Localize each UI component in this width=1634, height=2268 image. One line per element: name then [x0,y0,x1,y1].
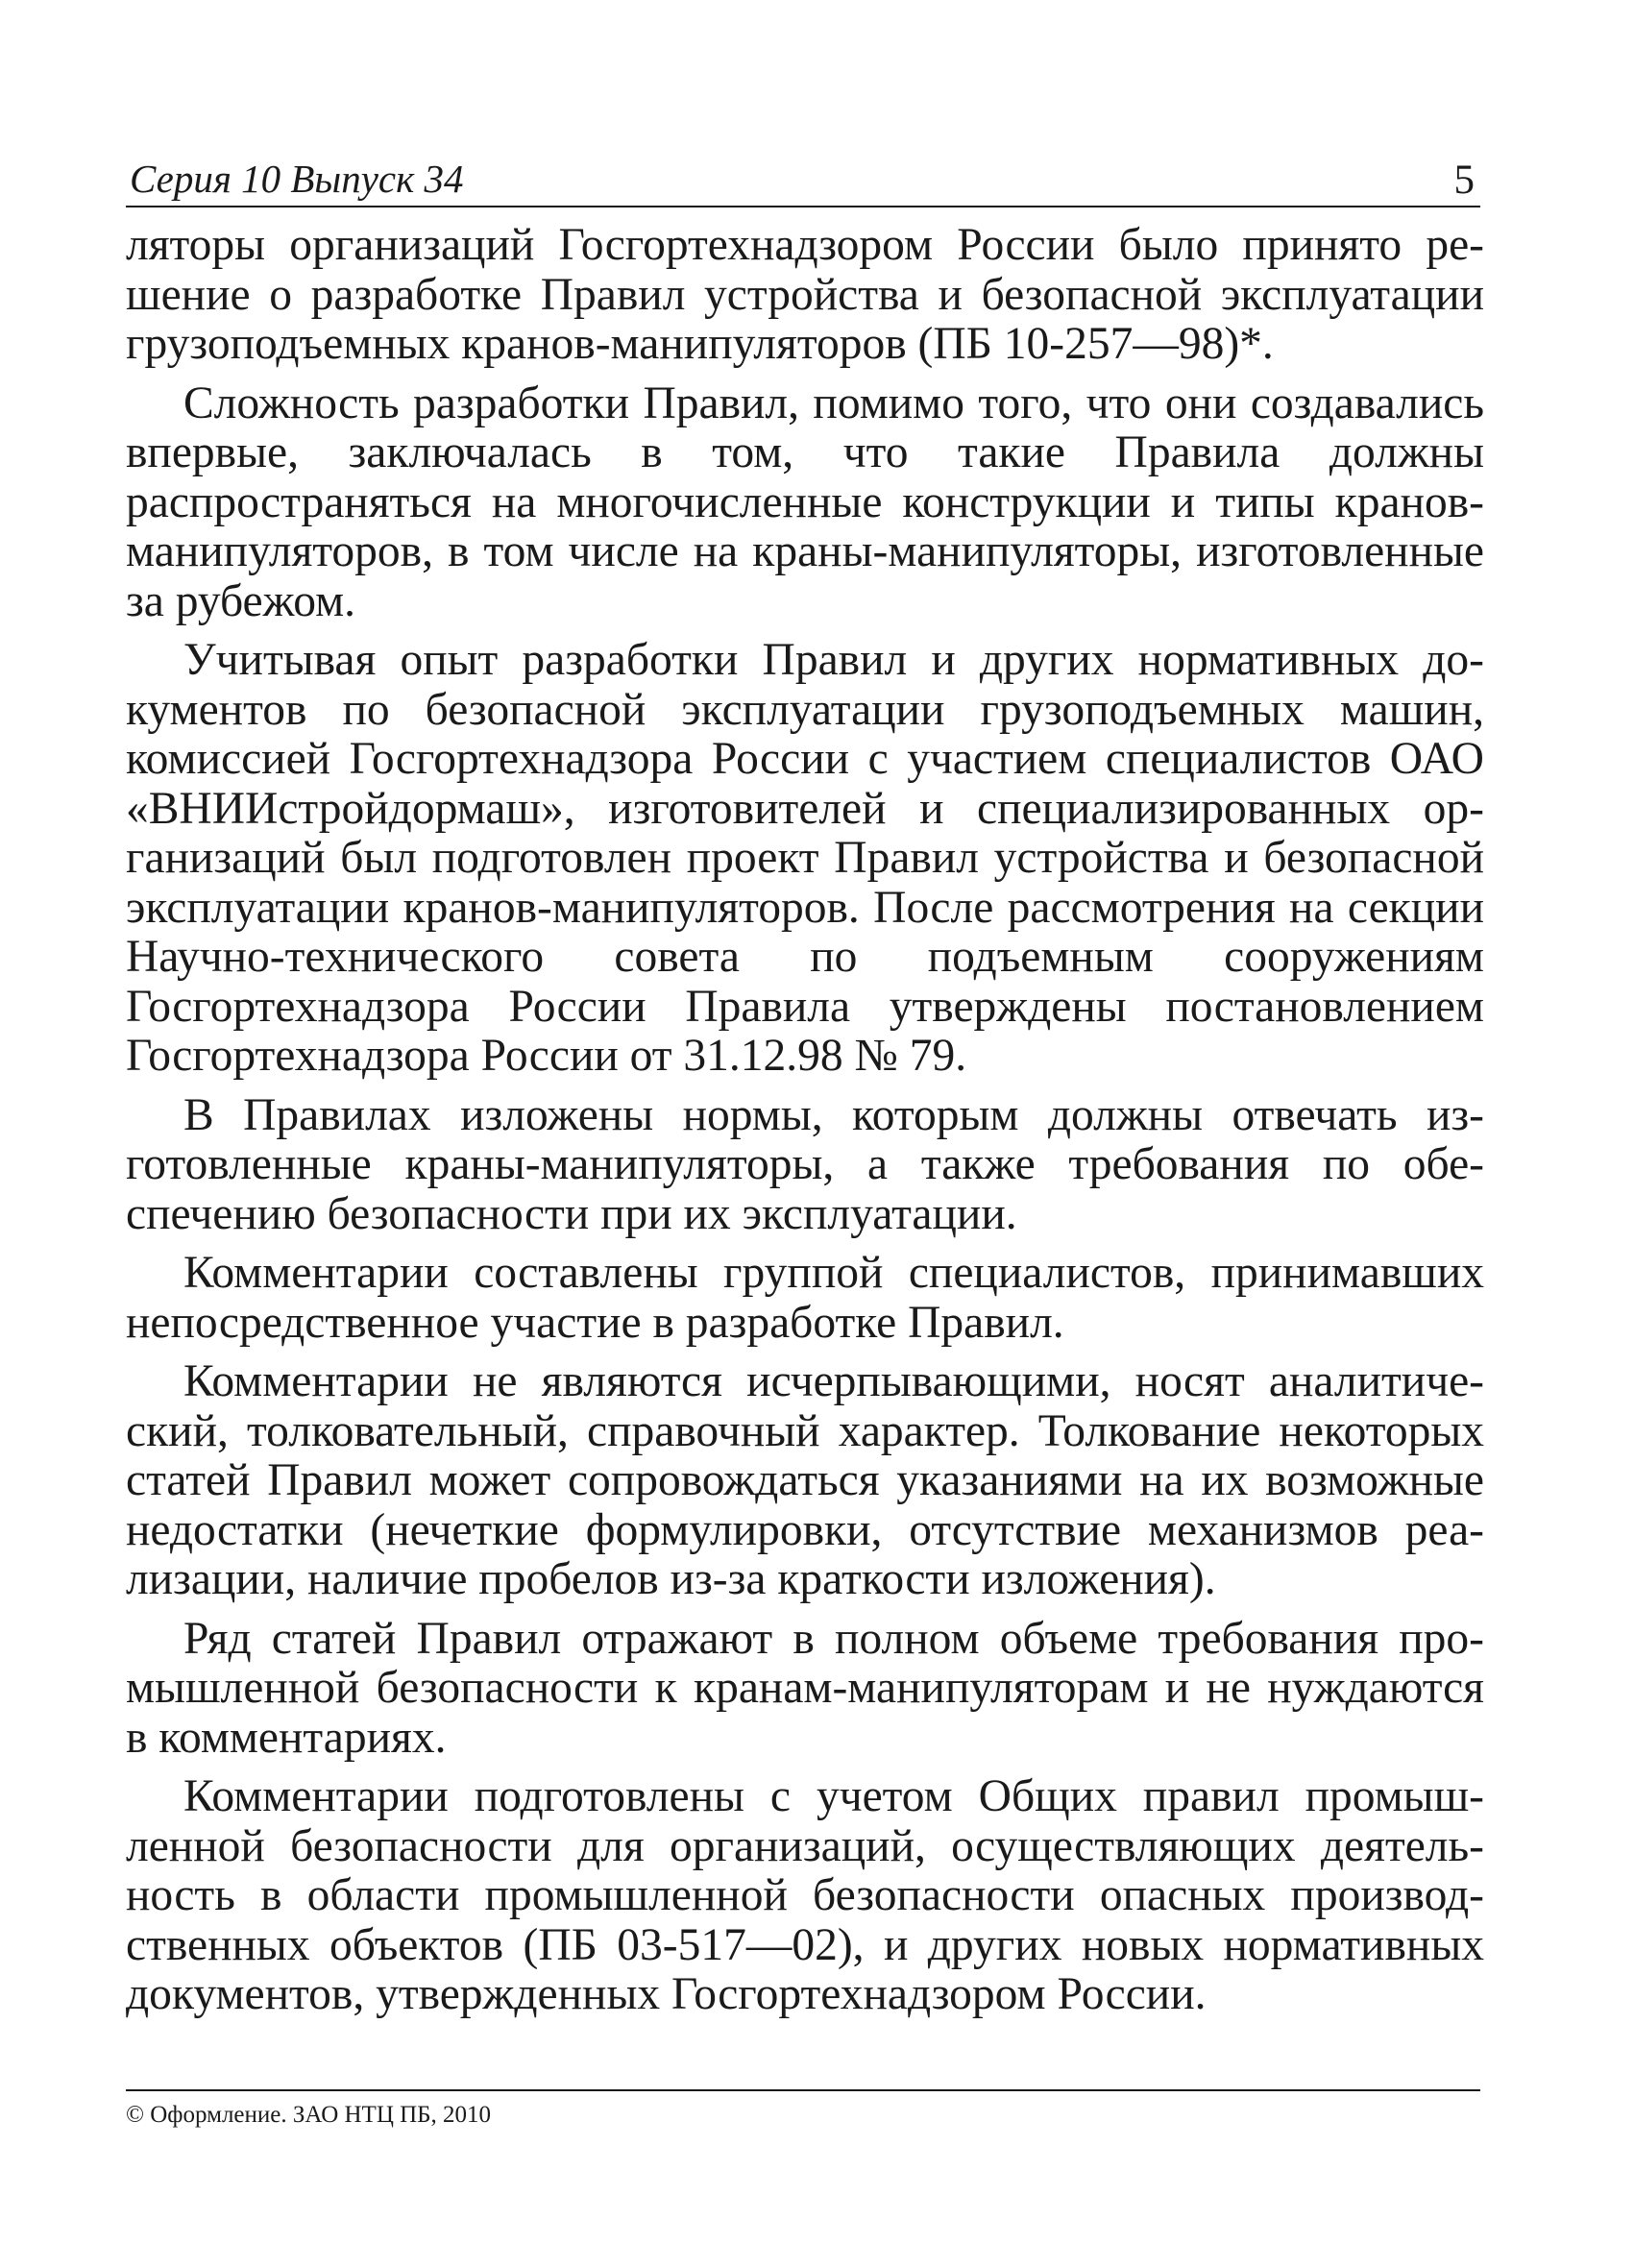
running-header [126,154,1480,207]
paragraph: В Правилах изложены нормы, которым должны отвечать изготовленные краны-манипуляторы, а также требования по обеспечению безопасности при их эксплуатации. [126,1089,1484,1239]
paragraph: Комментарии составлены группой специалистов, принимавших непосредственное участие в разработке Правил. [126,1248,1484,1348]
series-title: Серия 10 Выпуск 34 [130,157,464,201]
paragraph: Учитывая опыт разработки Правил и других нормативных документов по безопасной эксплуатации грузоподъемных машин, комиссией Госгортехнадзора России с участием специалистов ОАО «ВНИИстройдормаш», изготовителей и специализированных организаций был подготовлен проект Правил устройства и безопасной эксплуатации кранов-манипуляторов. После рассмотрения на секции Научно-технического совета по подъемным сооружениям Госгортехнадзора России Правила утверждены постановлением Госгортехнадзора России от 31.12.98 № 79. [126,635,1484,1081]
paragraph: ляторы организаций Госгортехнадзором России было принято решение о разработке Правил устройства и безопасной эксплуатации грузоподъемных кранов-манипуляторов (ПБ 10-257—98)*. [126,220,1484,369]
paragraph: Сложность разработки Правил, помимо того, что они создавались впервые, заключалась в том, что такие Правила должны распространяться на многочисленные конструкции и типы кранов-манипуляторов, в том числе на краны-манипуляторы, изготовленные за рубежом. [126,378,1484,626]
paragraph: Комментарии не являются исчерпывающими, носят аналитический, толковательный, справочный характер. Толкование некоторых статей Правил может сопровождаться указаниями на их возможные недостатки (нечеткие формулировки, отсутствие механизмов реализации, наличие пробелов из-за краткости изложения). [126,1356,1484,1604]
paragraph: Ряд статей Правил отражают в полном объеме требования промышленной безопасности к кранам-манипуляторам и не нуждаются в комментариях. [126,1613,1484,1763]
page-number: 5 [1453,158,1475,203]
footer-rule [126,2089,1480,2091]
footer-copyright: © Оформление. ЗАО НТЦ ПБ, 2010 [126,2102,492,2128]
body-text [126,221,1484,2030]
paragraph: Комментарии подготовлены с учетом Общих правил промышленной безопасности для организаций, осуществляющих деятельность в области промышленной безопасности опасных производственных объектов (ПБ 03-517—02), и других новых нормативных документов, утвержденных Госгортехнадзором России. [126,1771,1484,2019]
